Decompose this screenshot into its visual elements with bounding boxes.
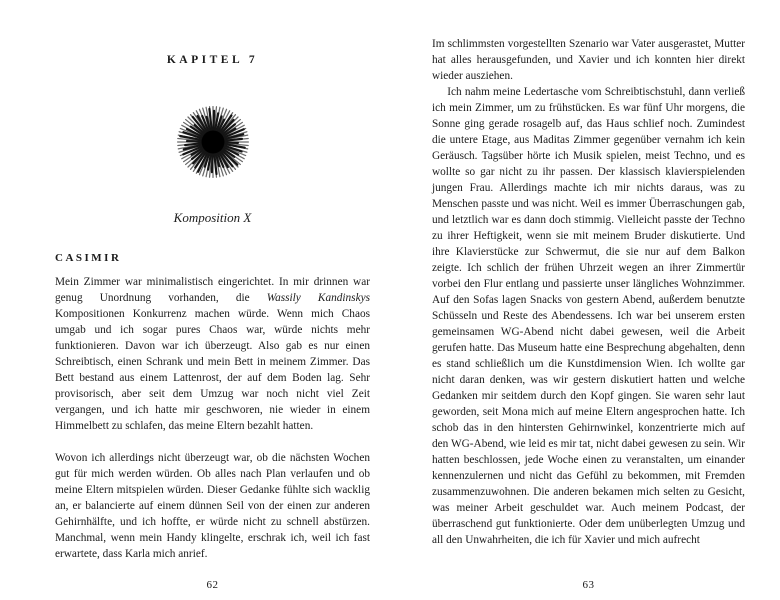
page-number-left: 62 bbox=[206, 579, 219, 591]
paragraph: Ich nahm meine Ledertasche vom Schreibtischstuhl, dann verließ ich mein Zimmer, um zu frühstücken. Es war fünf Uhr morgens, die Sonne ging gerade rosagelb auf, das Haus schlief noch. Zumindest die untere Etage, aus Maditas Zimmer gegenüber vernahm ich kein Geräusch. Tagsüber hörte ich Musik spielen, meist Techno, und es wollte so gar nicht zu ihr passen. Der klassisch klavierspielenden jungen Frau. Allerdings machte ich mir nichts daraus, was zu Menschen passte und was nicht. Weil es immer Überraschungen gab, und letztlich war es dann doch stimmig. Vielleicht passte der Techno zu ihrer Heftigkeit, wenn sie mit meinem Bruder diskutierte. Und ihre Klavierstücke zur Schwermut, die sie nur auf dem Balkon zeigte. Ich schlich der frühen Uhrzeit wegen an ihrer Zimmertür vorbei den Flur entlang und passierte unser längliches Wohnzimmer. Auf den Sofas lagen Snacks von gestern Abend, außerdem benutzte Schüsseln und Reste des Abendessens. Ich war bei unserem ersten gemeinsamen WG-Abend nicht dabei gewesen, weil die Arbeit gerufen hatte. Das Museum hatte eine Besprechung abgehalten, denn es stand schließlich um die Kunstdimension Wien. Ich wollte gar nicht daran denken, was wir gestern diskutiert hatten und welche Gedanken mir seitdem durch den Kopf gingen. Sie waren sehr laut geworden, seit Mona mich auf meine Eltern angesprochen hatte. Ich schob das in den hintersten Gehirnwinkel, konzentrierte mich auf den WG-Abend, wie leid es mir tat, nicht dabei gewesen zu sein. Wir hatten beschlossen, jede Woche einen zu veranstalten, um einander kennenzulernen und nicht das Gefühl zu bekommen, mit Fremden zusammenzuwohnen. Die anderen bekamen mich selten zu Gesicht, was meiner Arbeit geschuldet war. Auch meinem Podcast, der überraschend gut funktionierte. Oder dem unüberlegten Umzug und all den Unwahrheiten, die ich für Xavier und mich aufrecht bbox=[432, 86, 745, 546]
flower-burst-icon bbox=[161, 90, 265, 194]
paragraph: Im schlimmsten vorgestellten Szenario war Vater ausgerastet, Mutter hat alles herausgefunden, und Xavier und ich konnten hier direkt wieder ausziehen. bbox=[432, 38, 745, 82]
chapter-heading: KAPITEL 7 bbox=[166, 54, 259, 66]
page-right bbox=[390, 0, 780, 600]
left-page-body-text bbox=[55, 274, 370, 562]
paragraph: Mein Zimmer war minimalistisch eingerichtet. In mir drinnen war genug Unordnung vorhanden, die Wassily Kandinskys Kompositionen Konkurrenz machen würde. Wenn mich Chaos umgab und ich sogar pures Chaos war, würde nichts mehr funktionieren. Davon war ich überzeugt. Also gab es nur einen Schreibtisch, einen Schrank und mein Bett in meinem Zimmer. Das Bett bestand aus einem Lattenrost, der auf dem Boden lag. Sehr provisorisch, aber seit dem Umzug war noch nicht viel Zeit vergangen, und ich hatte mir geschworen, nie wieder in einem Himmelbett zu schlafen, das meine Eltern bezahlt hatten. bbox=[55, 276, 370, 432]
page-number-right: 63 bbox=[582, 579, 595, 591]
paragraph: Wovon ich allerdings nicht überzeugt war, ob die nächsten Wochen gut für mich werden würden. Ob alles nach Plan verlaufen und ob meine Eltern mitspielen würden. Dieser Gedanke fühlte sich wacklig an, er balancierte auf einem dünnen Seil von der einen zur anderen Gehirnhälfte, und ich hoffte, er würde nicht zu schnell abstürzen. Manchmal, wenn mein Handy klingelte, erschrak ich, weil ich fast erwartete, dass Karla mich anrief. bbox=[55, 452, 370, 560]
right-page-body-text bbox=[432, 36, 745, 548]
image-caption: Komposition X bbox=[173, 210, 252, 225]
section-heading: CASIMIR bbox=[55, 252, 122, 264]
